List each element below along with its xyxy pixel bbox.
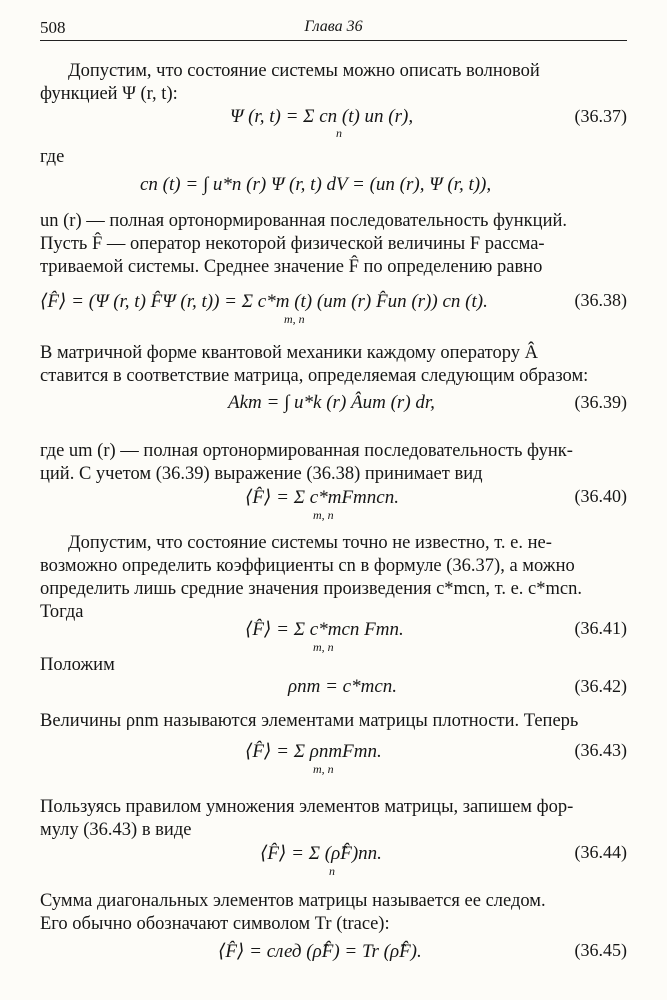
equation-36-39: [40, 392, 627, 422]
equation-number: (36.42): [574, 676, 627, 696]
equation-expression: cn (t) = ∫ u*n (r) Ψ (r, t) dV = (un (r), Ψ (r, t)),: [140, 174, 492, 195]
running-header: [40, 18, 627, 41]
sum-index: m, n: [313, 762, 334, 776]
equation-expression: ⟨F̂⟩ = след (ρ̂F̂) = Tr (ρ̂F̂).: [218, 941, 422, 962]
sum-index: n: [329, 864, 335, 878]
paragraph-8: Величины ρnm называются элементами матрицы плотности. Теперь: [40, 711, 579, 731]
equation-36-45: [40, 940, 627, 970]
paragraph-1: Допустим, что состояние системы можно описать волновой функцией Ψ (r, t):: [40, 61, 540, 104]
sum-index: m, n: [284, 312, 305, 326]
equation-36-41: [40, 618, 627, 654]
equation-36-37: [40, 106, 627, 140]
paragraph-10: Сумма диагональных элементов матрицы называется ее следом. Его обычно обозначают символом Tr (trace):: [40, 891, 546, 934]
equation-expression: ρnm = c*mcn.: [288, 676, 397, 697]
sum-index: m, n: [313, 508, 334, 522]
paragraph-5: где um (r) — полная ортонормированная последовательность функ- ций. С учетом (36.39) выражение (36.38) принимает вид: [40, 441, 573, 484]
running-head: Глава 36: [304, 18, 363, 35]
equation-expression: Akm = ∫ u*k (r) Âum (r) dr,: [228, 392, 435, 413]
equation-number: (36.41): [574, 618, 627, 638]
equation-number: (36.38): [574, 290, 627, 310]
paragraph-7: Положим: [40, 655, 115, 675]
sum-index: m, n: [313, 640, 334, 654]
paragraph-4: В матричной форме квантовой механики каждому оператору Â ставится в соответствие матрица, определяемая следующим образом:: [40, 343, 589, 386]
equation-number: (36.43): [574, 740, 627, 760]
equation-number: (36.44): [574, 842, 627, 862]
equation-number: (36.40): [574, 486, 627, 506]
equation-number: (36.39): [574, 392, 627, 412]
equation-expression: ⟨F̂⟩ = Σ c*mcn Fmn.: [245, 619, 404, 640]
paragraph-3: un (r) — полная ортонормированная последовательность функций. Пусть F̂ — оператор некоторой физической величины F рассма- триваемой системы. Среднее значение F̂ по определению равно: [40, 211, 567, 277]
equation-number: (36.45): [574, 940, 627, 960]
paragraph-6: Допустим, что состояние системы точно не известно, т. е. не- возможно определить коэффициенты cn в формуле (36.37), а можно определить лишь средние значения произведения c*mcn, т. е. c*mcn. Тогда: [40, 533, 582, 622]
equation-expression: ⟨F̂⟩ = (Ψ (r, t) F̂Ψ (r, t)) = Σ c*m (t) (um (r) F̂un (r)) cn (t).: [40, 291, 488, 312]
sum-index: n: [336, 126, 342, 140]
equation-36-42: [40, 676, 627, 706]
paragraph-9: Пользуясь правилом умножения элементов матрицы, запишем фор- мулу (36.43) в виде: [40, 797, 574, 840]
equation-expression: ⟨F̂⟩ = Σ c*mFmncn.: [245, 487, 399, 508]
equation-36-40: [40, 486, 627, 522]
equation-36-44: [40, 842, 627, 878]
equation-expression: ⟨F̂⟩ = Σ ρnmFmn.: [245, 741, 382, 762]
equation-36-38: [40, 290, 627, 326]
equation-cn: [40, 174, 627, 204]
page-number: 508: [40, 18, 66, 37]
equation-expression: ⟨F̂⟩ = Σ (ρ̂F̂)nn.: [260, 843, 382, 864]
paragraph-2: где: [40, 147, 65, 167]
equation-number: (36.37): [574, 106, 627, 126]
equation-expression: Ψ (r, t) = Σ cn (t) un (r),: [230, 106, 414, 127]
equation-36-43: [40, 740, 627, 776]
